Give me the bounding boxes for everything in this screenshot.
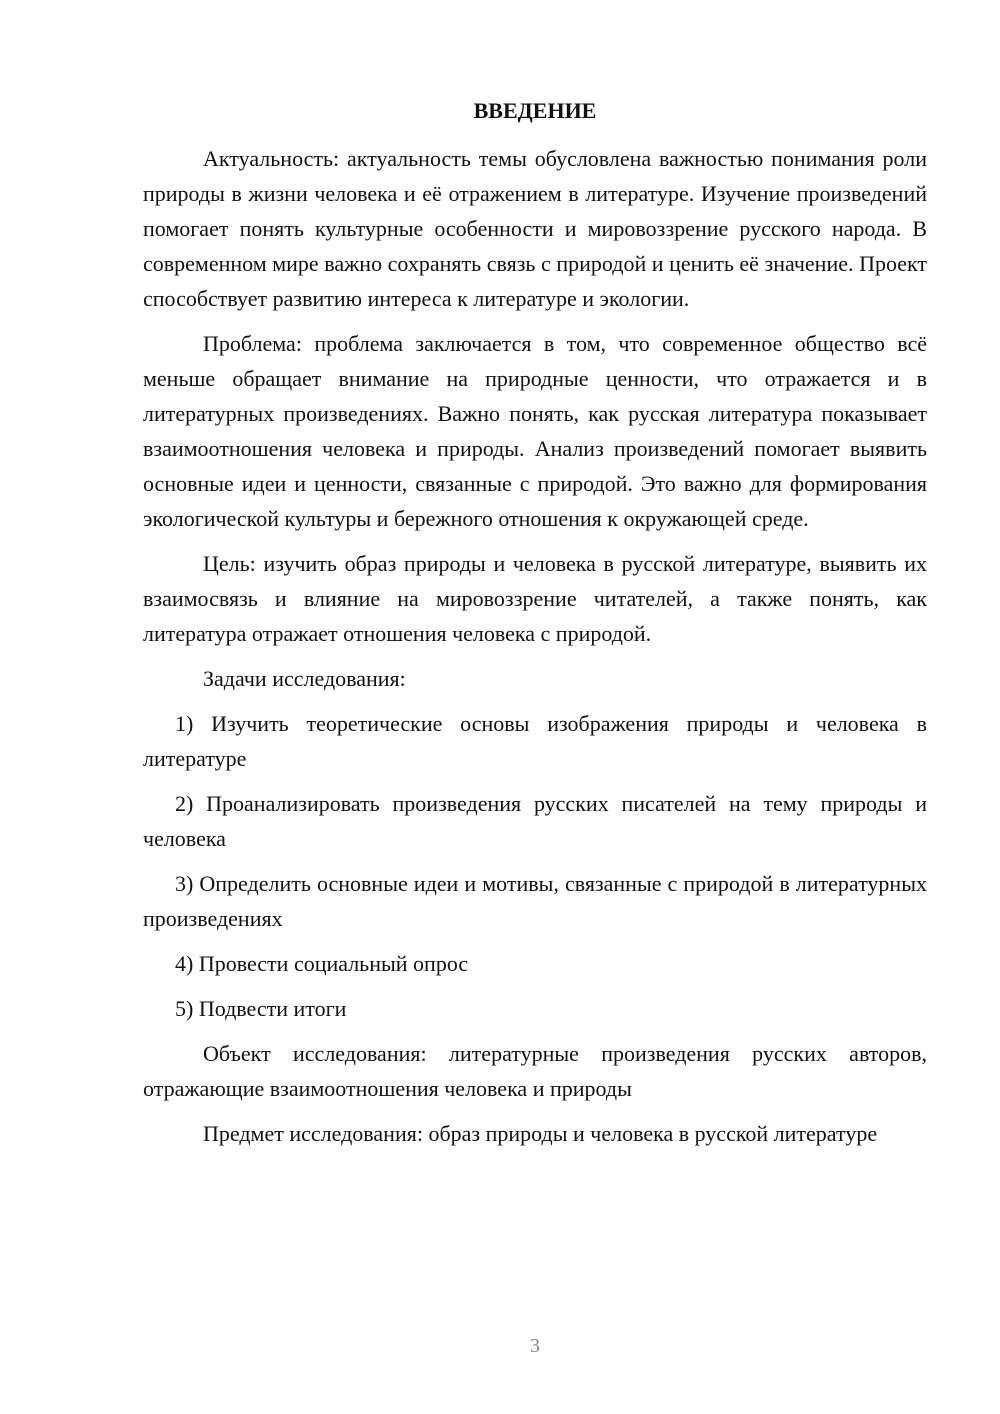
task-item-1: 1) Изучить теоретические основы изображения природы и человека в литературе <box>143 711 927 771</box>
problem-paragraph: Проблема: проблема заключается в том, что современное общество всё меньше обращает внимание на природные ценности, что отражается и в литературных произведениях. Важно понять, как русская литература показывает взаимоотношения человека и природы. Анализ произведений помогает выявить основные идеи и ценности, связанные с природой. Это важно для формирования экологической культуры и бережного отношения к окружающей среде. <box>143 331 927 531</box>
task-item-3: 3) Определить основные идеи и мотивы, связанные с природой в литературных произведениях <box>143 871 927 931</box>
task-item-4: 4) Провести социальный опрос <box>175 951 469 976</box>
task-item-2: 2) Проанализировать произведения русских писателей на тему природы и человека <box>143 791 927 851</box>
page-content <box>143 95 927 1161</box>
research-subject-paragraph: Предмет исследования: образ природы и человека в русской литературе <box>203 1121 878 1146</box>
relevance-paragraph: Актуальность: актуальность темы обусловлена важностью понимания роли природы в жизни человека и её отражением в литературе. Изучение произведений помогает понять культурные особенности и мировоззрение русского народа. В современном мире важно сохранять связь с природой и ценить её значение. Проект способствует развитию интереса к литературе и экологии. <box>143 146 927 311</box>
research-object-paragraph: Объект исследования: литературные произведения русских авторов, отражающие взаимоотношения человека и природы <box>143 1041 927 1101</box>
tasks-heading: Задачи исследования: <box>203 666 406 691</box>
goal-paragraph: Цель: изучить образ природы и человека в русской литературе, выявить их взаимосвязь и влияние на мировоззрение читателей, а также понять, как литература отражает отношения человека с природой. <box>143 551 927 646</box>
page-number: 3 <box>530 1335 540 1357</box>
task-item-5: 5) Подвести итоги <box>175 996 347 1021</box>
page-title: ВВЕДЕНИЕ <box>473 98 597 123</box>
